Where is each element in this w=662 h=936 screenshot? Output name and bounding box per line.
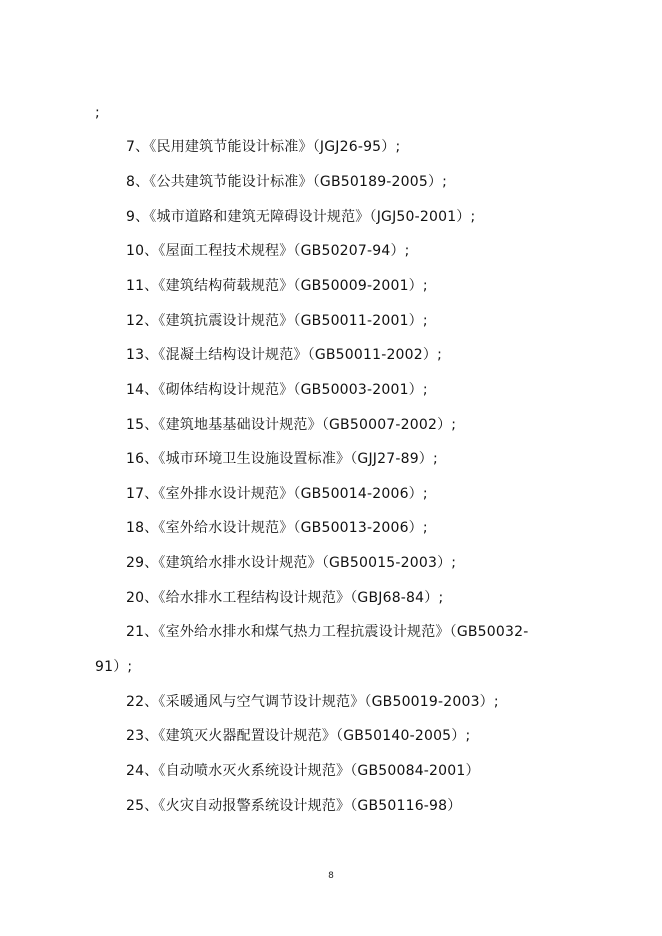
reference-item-16: 16、《城市环境卫生设施设置标准》（GJJ27-89）; — [126, 451, 438, 467]
reference-item-8: 8、《公共建筑节能设计标准》（GB50189-2005）; — [126, 174, 448, 190]
reference-item-18: 18、《室外给水设计规范》（GB50013-2006）; — [126, 520, 428, 536]
reference-item-14: 14、《砌体结构设计规范》（GB50003-2001）; — [126, 382, 428, 398]
text-fragment: ; — [95, 105, 100, 121]
reference-item-12: 12、《建筑抗震设计规范》（GB50011-2001）; — [126, 313, 428, 329]
reference-item-10: 10、《屋面工程技术规程》（GB50207-94）; — [126, 243, 410, 259]
reference-item-21-continuation: 91）; — [95, 659, 133, 675]
reference-item-23: 23、《建筑灭火器配置设计规范》（GB50140-2005）; — [126, 728, 471, 744]
reference-item-29: 29、《建筑给水排水设计规范》（GB50015-2003）; — [126, 555, 457, 571]
reference-item-22: 22、《采暖通风与空气调节设计规范》（GB50019-2003）; — [126, 694, 499, 710]
reference-item-7: 7、《民用建筑节能设计标准》（JGJ26-95）; — [126, 139, 401, 155]
reference-item-9: 9、《城市道路和建筑无障碍设计规范》（JGJ50-2001）; — [126, 209, 476, 225]
reference-item-24: 24、《自动喷水灭火系统设计规范》（GB50084-2001） — [126, 763, 480, 779]
reference-item-20: 20、《给水排水工程结构设计规范》（GBJ68-84）; — [126, 590, 444, 606]
reference-item-17: 17、《室外排水设计规范》（GB50014-2006）; — [126, 486, 428, 502]
page-number: 8 — [328, 871, 334, 881]
reference-item-21: 21、《室外给水排水和煤气热力工程抗震设计规范》（GB50032- — [126, 624, 529, 640]
reference-item-11: 11、《建筑结构荷载规范》（GB50009-2001）; — [126, 278, 428, 294]
reference-item-25: 25、《火灾自动报警系统设计规范》（GB50116-98） — [126, 798, 462, 814]
reference-item-13: 13、《混凝土结构设计规范》（GB50011-2002）; — [126, 347, 443, 363]
reference-item-15: 15、《建筑地基基础设计规范》（GB50007-2002）; — [126, 417, 457, 433]
